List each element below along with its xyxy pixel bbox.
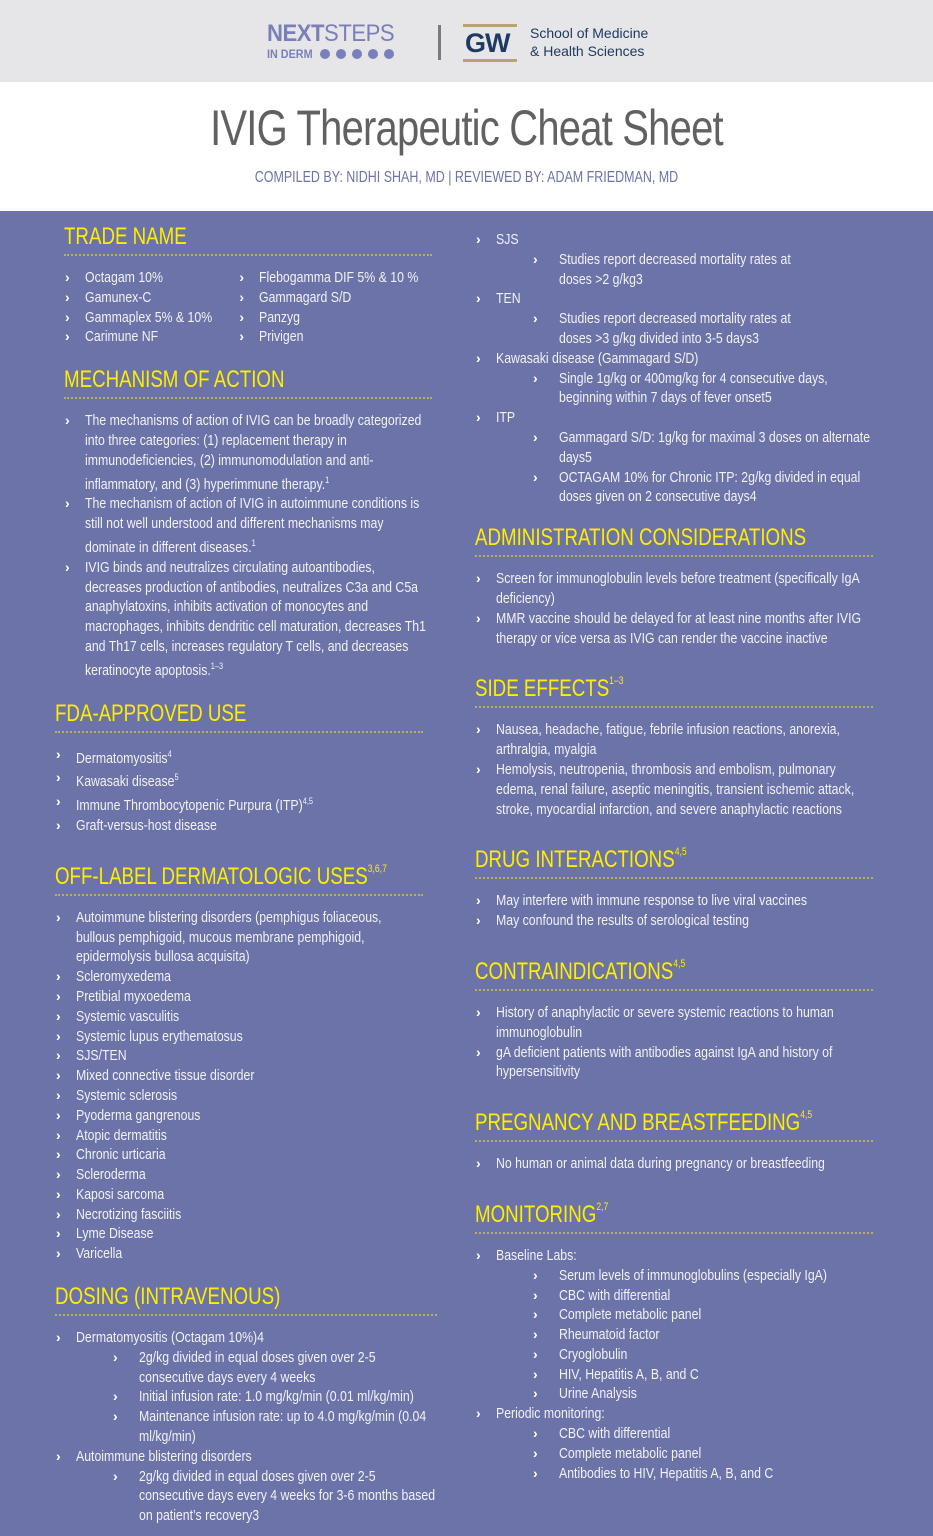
list-item: › SJS (476, 231, 519, 248)
chevron-right-icon: › (56, 1329, 61, 1346)
chevron-right-icon: › (533, 369, 538, 386)
list-item: › TEN (476, 290, 521, 308)
list-item: › Nausea, headache, fatigue, febrile infusion reactions, anorexia, arthralgia, myalgia (476, 721, 840, 759)
page-title-text: IVIG Therapeutic Cheat Sheet (210, 100, 723, 156)
chevron-right-icon: › (56, 769, 61, 786)
logo-next-text: NEXT (267, 20, 325, 47)
list-subitem: › Maintenance infusion rate: up to 4.0 mg/kg/min (0.04 ml/kg/min) (113, 1408, 427, 1446)
list-item: › Immune Thrombocytopenic Purpura (ITP)$^{4,5}$ (56, 793, 313, 815)
chevron-right-icon: › (476, 1246, 481, 1263)
section-monitoring (475, 1192, 873, 1484)
logo-dot-icon (384, 49, 394, 59)
section-heading: OFF-LABEL DERMATOLOGIC USES$^{3,6,7}$ (55, 854, 423, 896)
list-item: › Chronic urticaria (56, 1146, 166, 1164)
list-item: › Dermatomyositis (Octagam 10%)4 (56, 1329, 264, 1347)
list-item: › Periodic monitoring: (476, 1405, 605, 1423)
list-item: › Octagam 10% (65, 269, 163, 286)
logo-dot-icon (368, 49, 378, 59)
list-item: › Autoimmune blistering disorders (pemphigus foliaceous, bullous pemphigoid, mucous membrane pemphigoid, epidermolysis bullosa acquisita) (56, 908, 382, 966)
list-item: › Panzyg (239, 308, 301, 326)
list-item: › Dermatomyositis$^4$ (56, 745, 172, 767)
list-item: › Baseline Labs: (476, 1246, 577, 1264)
dosing-continued (475, 230, 880, 507)
list-item: › IVIG binds and neutralizes circulating autoantibodies, decreases production of antibodies, neutralizes C3a and C5a anaphylatoxins, inhibits activation of monocytes and macrophages, inhibits dendritic cell maturation, decreases Th1 and Th17 cells, increases regulatory T cells, and decreases keratinocyte apoptosis.$^{1-3}$ (65, 558, 426, 679)
list-item: › May confound the results of serological testing (476, 912, 749, 930)
list-item: › History of anaphylactic or severe systemic reactions to human immunoglobulin (476, 1003, 834, 1041)
chevron-right-icon: › (65, 269, 70, 285)
list-item: › Pretibial myxoedema (56, 987, 191, 1005)
list-item: › Graft-versus-host disease (56, 816, 217, 834)
list-subitem: › Cryoglobulin (533, 1345, 628, 1363)
chevron-right-icon: › (65, 495, 70, 512)
chevron-right-icon: › (533, 1286, 538, 1303)
left-column (55, 222, 435, 1526)
section-heading: DRUG INTERACTIONS$^{4,5}$ (475, 837, 873, 879)
chevron-right-icon: › (56, 745, 61, 762)
section-heading: TRADE NAME (64, 222, 432, 256)
logo-dot-icon (352, 49, 362, 59)
list-item: › ITP (476, 409, 516, 427)
gw-gold-bar-bottom (463, 59, 517, 62)
list-item: › SJS/TEN (56, 1047, 127, 1065)
section-heading: FDA-APPROVED USE (55, 699, 423, 733)
chevron-right-icon: › (56, 1447, 61, 1464)
chevron-right-icon: › (476, 1405, 481, 1422)
section-contraindications (475, 949, 873, 1082)
chevron-right-icon: › (476, 721, 481, 738)
chevron-right-icon: › (56, 987, 61, 1004)
list-item: › Hemolysis, neutropenia, thrombosis and embolism, pulmonary edema, renal failure, aseptic meningitis, transient ischemic attack, stroke, myocardial infarction, and severe anaphylactic reactions (476, 760, 855, 818)
chevron-right-icon: › (239, 328, 244, 345)
list-item: › Systemic lupus erythematosus (56, 1027, 243, 1045)
list-subitem: › 2g/kg divided in equal doses given over 2-5 consecutive days every 4 weeks (113, 1348, 376, 1386)
section-heading: PREGNANCY AND BREASTFEEDING$^{4,5}$ (475, 1100, 873, 1142)
chevron-right-icon: › (56, 1126, 61, 1143)
list-subitem: › HIV, Hepatitis A, B, and C (533, 1365, 699, 1383)
list-item: › Necrotizing fasciitis (56, 1205, 182, 1223)
chevron-right-icon: › (476, 892, 481, 909)
chevron-right-icon: › (476, 290, 481, 307)
section-heading: DOSING (INTRAVENOUS) (55, 1282, 437, 1316)
chevron-right-icon: › (56, 1185, 61, 1202)
chevron-right-icon: › (56, 1067, 61, 1084)
list-subitem: › Urine Analysis (533, 1385, 637, 1403)
chevron-right-icon: › (533, 1306, 538, 1323)
page-title (0, 100, 933, 156)
gw-gold-bar-top (463, 24, 517, 27)
credits-text: COMPILED BY: NIDHI SHAH, MD | REVIEWED BY: ADAM FRIEDMAN, MD (254, 169, 679, 186)
chevron-right-icon: › (56, 968, 61, 985)
section-mechanism-of-action (64, 365, 432, 680)
list-subitem: › Studies report decreased mortality rates at doses >3 g/kg divided into 3-5 days3 (533, 310, 791, 347)
chevron-right-icon: › (533, 1266, 538, 1283)
chevron-right-icon: › (533, 468, 538, 485)
chevron-right-icon: › (56, 1205, 61, 1222)
chevron-right-icon: › (56, 1166, 61, 1183)
list-item: › gA deficient patients with antibodies against IgA and history of hypersensitivity (476, 1043, 833, 1081)
list-item: › Varicella (56, 1245, 123, 1263)
logo-divider (438, 25, 441, 60)
chevron-right-icon: › (533, 250, 538, 267)
list-item: › Systemic sclerosis (56, 1086, 178, 1104)
section-heading: CONTRAINDICATIONS$^{4,5}$ (475, 949, 873, 991)
logo-steps-text: STEPS (324, 20, 395, 47)
section-drug-interactions (475, 837, 873, 931)
chevron-right-icon: › (476, 349, 481, 366)
chevron-right-icon: › (56, 1245, 61, 1262)
chevron-right-icon: › (533, 1365, 538, 1382)
list-subitem: › Rheumatoid factor (533, 1326, 660, 1344)
list-subitem: › Antibodies to HIV, Hepatitis A, B, and C (533, 1464, 774, 1482)
list-subitem: › Serum levels of immunoglobulins (especially IgA) (533, 1266, 827, 1284)
list-item: › Lyme Disease (56, 1225, 154, 1243)
section-heading: MECHANISM OF ACTION (64, 365, 432, 399)
chevron-right-icon: › (476, 231, 481, 247)
list-subitem: › Complete metabolic panel (533, 1444, 702, 1462)
chevron-right-icon: › (56, 1007, 61, 1024)
list-item: › Systemic vasculitis (56, 1007, 180, 1025)
chevron-right-icon: › (533, 1444, 538, 1461)
logo-dot-icon (336, 49, 346, 59)
list-item: › Carimune NF (65, 328, 159, 346)
chevron-right-icon: › (476, 1043, 481, 1060)
section-administration (475, 523, 873, 648)
chevron-right-icon: › (239, 288, 244, 305)
logo-in-derm-text: IN DERM (267, 47, 313, 61)
section-heading: ADMINISTRATION CONSIDERATIONS (475, 523, 873, 557)
list-item: › Autoimmune blistering disorders (56, 1447, 252, 1465)
list-item: › Pyoderma gangrenous (56, 1106, 201, 1124)
right-column (475, 230, 880, 1483)
section-heading: SIDE EFFECTS$^{1-3}$ (475, 666, 873, 708)
chevron-right-icon: › (533, 1425, 538, 1442)
list-subitem: › 2g/kg divided in equal doses given over 2-5 consecutive days every 4 weeks for 3-6 months based on patient’s recovery3 (113, 1467, 436, 1525)
list-item: › Screen for immunoglobulin levels before treatment (specifically IgA deficiency) (476, 570, 860, 607)
chevron-right-icon: › (56, 1027, 61, 1044)
list-subitem: › CBC with differential (533, 1286, 671, 1304)
list-item: › Gamunex-C (65, 288, 152, 306)
chevron-right-icon: › (476, 409, 481, 426)
chevron-right-icon: › (113, 1388, 118, 1405)
chevron-right-icon: › (113, 1408, 118, 1425)
list-item: › May interfere with immune response to live viral vaccines (476, 892, 808, 910)
list-item: › Privigen (239, 328, 304, 346)
section-trade-name (64, 222, 432, 347)
gw-mark: GW (465, 28, 510, 58)
chevron-right-icon: › (56, 1225, 61, 1242)
chevron-right-icon: › (65, 412, 70, 429)
title-area (0, 82, 933, 211)
list-item: › Flebogamma DIF 5% & 10 % (239, 269, 419, 286)
chevron-right-icon: › (533, 1326, 538, 1343)
list-subitem: › Gammagard S/D: 1g/kg for maximal 3 doses on alternate days5 (533, 428, 871, 466)
credits (0, 168, 933, 188)
list-item: › No human or animal data during pregnancy or breastfeeding (476, 1155, 825, 1173)
gw-school-name (530, 24, 648, 60)
chevron-right-icon: › (56, 1047, 61, 1064)
chevron-right-icon: › (476, 760, 481, 777)
list-item: › Scleromyxedema (56, 968, 172, 986)
chevron-right-icon: › (56, 1086, 61, 1103)
chevron-right-icon: › (56, 1146, 61, 1163)
list-item: › The mechanism of action of IVIG in autoimmune conditions is still not well understood and different mechanisms may dominate in different diseases.$^1$ (65, 495, 420, 556)
chevron-right-icon: › (476, 912, 481, 929)
list-subitem: › Initial infusion rate: 1.0 mg/kg/min (0.01 ml/kg/min) (113, 1388, 414, 1406)
list-item: › Gammagard S/D (239, 288, 352, 306)
section-dosing (55, 1282, 437, 1526)
chevron-right-icon: › (476, 1155, 481, 1172)
chevron-right-icon: › (56, 793, 61, 810)
chevron-right-icon: › (239, 308, 244, 325)
list-item: › Atopic dermatitis (56, 1126, 167, 1144)
section-fda-approved-use (55, 699, 423, 836)
chevron-right-icon: › (65, 308, 70, 325)
list-item: › The mechanisms of action of IVIG can be broadly categorized into three categories: (1) replacement therapy in immunodeficiencies, (2) immunomodulation and anti-inflammatory, and (3) hyperimmune therapy.$^1$ (65, 412, 422, 493)
list-item: › Scleroderma (56, 1166, 146, 1184)
chevron-right-icon: › (65, 558, 70, 575)
chevron-right-icon: › (533, 1464, 538, 1481)
list-item: › MMR vaccine should be delayed for at least nine months after IVIG therapy or vice versa as IVIG can render the vaccine inactive (476, 609, 862, 647)
section-heading: MONITORING$^{2,7}$ (475, 1192, 873, 1234)
list-subitem: › Complete metabolic panel (533, 1306, 702, 1324)
list-item: › Kawasaki disease (Gammagard S/D) (476, 349, 699, 367)
chevron-right-icon: › (113, 1348, 118, 1365)
chevron-right-icon: › (56, 816, 61, 833)
gw-school-line1: School of Medicine (530, 25, 649, 41)
chevron-right-icon: › (533, 310, 538, 327)
list-item: › Mixed connective tissue disorder (56, 1067, 255, 1085)
header-logo-bar (0, 0, 933, 82)
nextsteps-logo (267, 22, 405, 60)
logo-dot-icon (320, 49, 330, 59)
chevron-right-icon: › (476, 570, 481, 587)
chevron-right-icon: › (533, 1385, 538, 1402)
gw-logo (463, 24, 517, 62)
chevron-right-icon: › (56, 1106, 61, 1123)
chevron-right-icon: › (533, 428, 538, 445)
gw-school-line2: & Health Sciences (530, 43, 645, 59)
chevron-right-icon: › (65, 328, 70, 345)
chevron-right-icon: › (65, 288, 70, 305)
list-item: › Kaposi sarcoma (56, 1185, 165, 1203)
list-subitem: › CBC with differential (533, 1425, 671, 1443)
chevron-right-icon: › (476, 1003, 481, 1020)
list-subitem: › OCTAGAM 10% for Chronic ITP: 2g/kg divided in equal doses given on 2 consecutive days4 (533, 468, 861, 506)
section-side-effects (475, 666, 873, 819)
section-pregnancy (475, 1100, 873, 1174)
list-subitem: › Studies report decreased mortality rates at doses >2 g/kg3 (533, 250, 791, 288)
list-item: › Gammaplex 5% & 10% (65, 308, 213, 326)
chevron-right-icon: › (56, 908, 61, 925)
chevron-right-icon: › (533, 1345, 538, 1362)
section-off-label-uses (55, 854, 423, 1264)
chevron-right-icon: › (476, 609, 481, 626)
chevron-right-icon: › (113, 1467, 118, 1484)
list-subitem: › Single 1g/kg or 400mg/kg for 4 consecutive days, beginning within 7 days of fever onset5 (533, 369, 828, 407)
chevron-right-icon: › (239, 269, 244, 285)
list-item: › Kawasaki disease$^5$ (56, 769, 179, 791)
